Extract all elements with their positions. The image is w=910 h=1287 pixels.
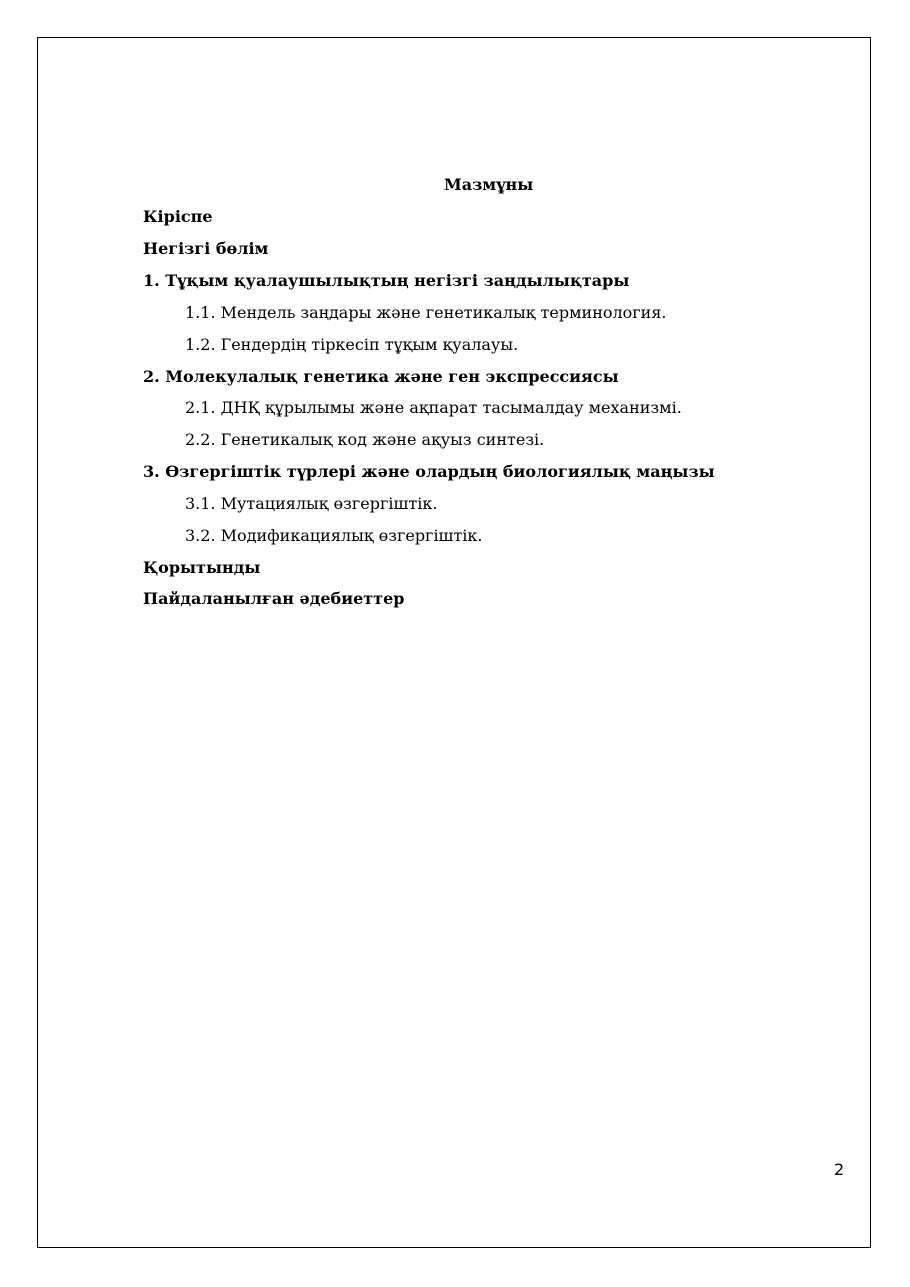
toc-entry-references: Пайдаланылған әдебиеттер [143,589,405,608]
page-number: 2 [834,1160,845,1179]
toc-entry-section-1: 1. Тұқым қуалаушылықтың негізгі заңдылықтары [143,271,630,290]
toc-title: Мазмұны [444,175,534,194]
toc-entry-main-part: Негізгі бөлім [143,239,269,258]
toc-entry-conclusion: Қорытынды [143,558,261,577]
toc-entry-section-2-1: 2.1. ДНҚ құрылымы және ақпарат тасымалдау механизмі. [185,398,682,417]
toc-entry-section-1-1: 1.1. Мендель заңдары және генетикалық терминология. [185,303,667,322]
toc-entry-introduction: Кіріспе [143,207,213,226]
toc-entry-section-3-2: 3.2. Модификациялық өзгергіштік. [185,526,483,545]
toc-entry-section-2: 2. Молекулалық генетика және ген экспрессиясы [143,367,619,386]
toc-entry-section-3-1: 3.1. Мутациялық өзгергіштік. [185,494,438,513]
toc-entry-section-1-2: 1.2. Гендердің тіркесіп тұқым қуалауы. [185,335,519,354]
toc-entry-section-2-2: 2.2. Генетикалық код және ақуыз синтезі. [185,430,545,449]
toc-entry-section-3: 3. Өзгергіштік түрлері және олардың биологиялық маңызы [143,462,715,481]
